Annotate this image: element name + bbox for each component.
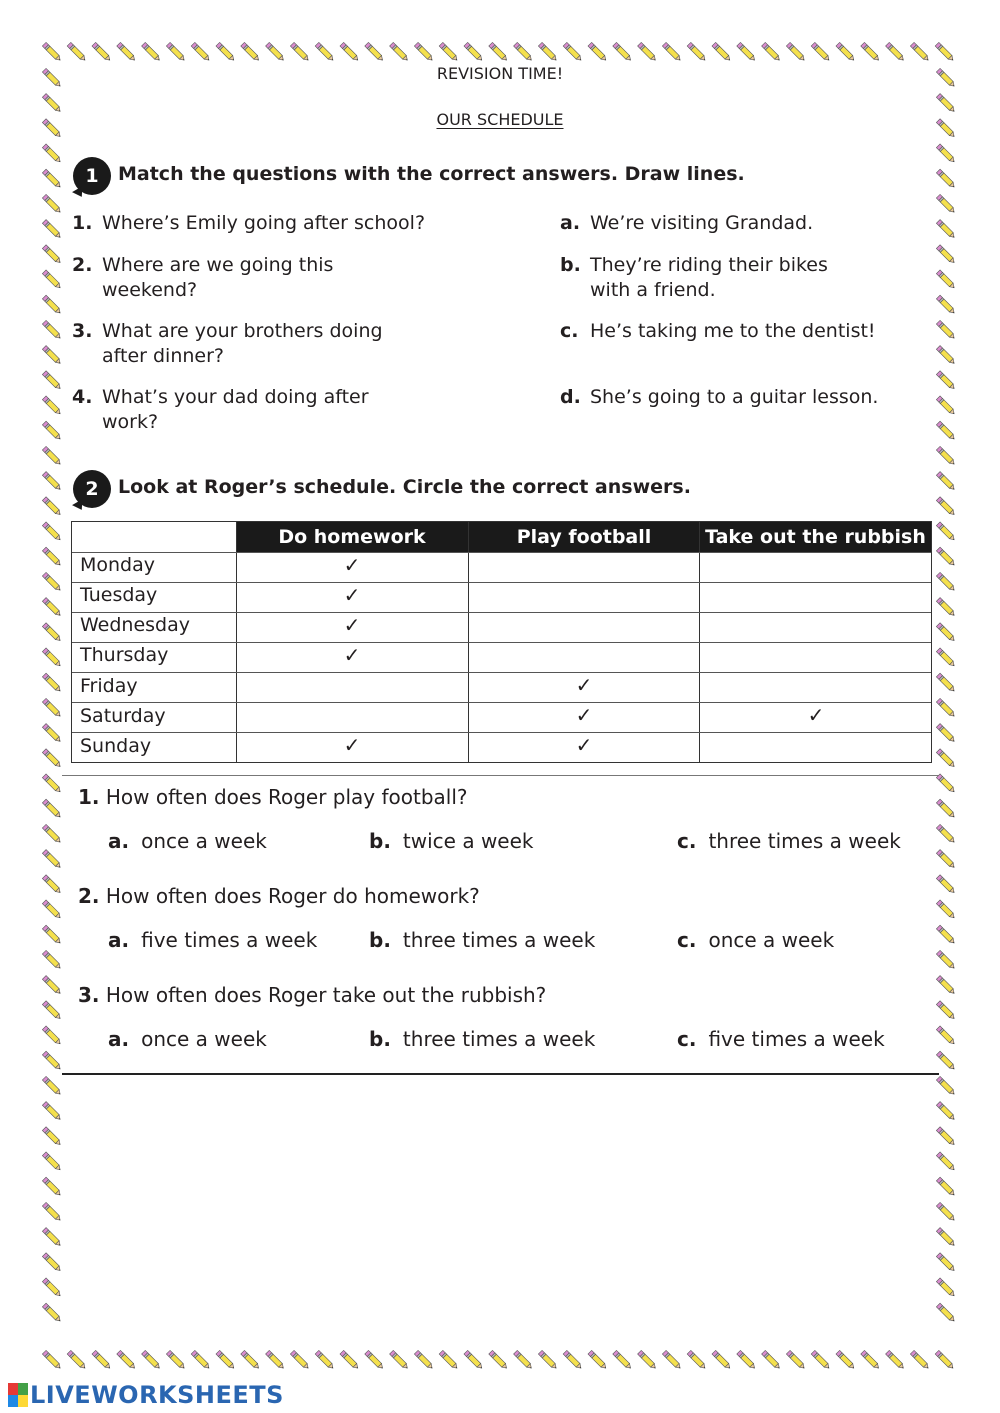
- ex2-question-number: 2.: [78, 884, 100, 908]
- row-divider: [72, 732, 931, 733]
- ex2-q1-option-c[interactable]: [677, 829, 901, 853]
- worksheet-title: REVISION TIME!: [436, 64, 564, 83]
- option-text: five times a week: [141, 928, 318, 952]
- ex2-question-text: How often does Roger take out the rubbish?: [105, 983, 547, 1007]
- ex2-question-number: 1.: [78, 785, 100, 809]
- ex2-question-1: [78, 785, 468, 809]
- bottom-rule: [62, 1073, 939, 1075]
- ex2-q3-option-a[interactable]: [108, 1027, 267, 1051]
- option-text: three times a week: [708, 829, 901, 853]
- ex2-question-number: 3.: [78, 983, 100, 1007]
- option-letter: a.: [108, 1027, 130, 1051]
- check-mark-icon: ✓: [343, 613, 361, 637]
- ex2-q1-option-b[interactable]: [369, 829, 534, 853]
- ex1-question-text: Where are we going this weekend?: [102, 254, 334, 301]
- option-letter: c.: [677, 928, 697, 952]
- check-mark-icon: ✓: [575, 703, 593, 727]
- column-header-rubbish: Take out the rubbish: [700, 522, 931, 552]
- option-letter: c.: [677, 829, 697, 853]
- day-label: Friday: [80, 675, 138, 697]
- ex2-question-text: How often does Roger do homework?: [105, 884, 480, 908]
- section-divider: [62, 775, 939, 776]
- logo-text: LIVEWORKSHEETS: [30, 1381, 284, 1409]
- day-label: Tuesday: [80, 584, 158, 606]
- ex1-question-text: Where’s Emily going after school?: [102, 212, 426, 234]
- ex2-q3-option-c[interactable]: [677, 1027, 885, 1051]
- exercise-1-instruction: Match the questions with the correct answers. Draw lines.: [118, 163, 745, 185]
- row-divider: [72, 612, 931, 613]
- ex2-q1-option-a[interactable]: [108, 829, 267, 853]
- option-text: five times a week: [708, 1027, 885, 1051]
- liveworksheets-logo[interactable]: [8, 1381, 284, 1409]
- ex2-question-3: [78, 983, 546, 1007]
- option-letter: c.: [677, 1027, 697, 1051]
- ex1-question-number: 1.: [72, 212, 93, 234]
- option-text: once a week: [141, 829, 267, 853]
- option-text: twice a week: [402, 829, 534, 853]
- ex1-question-number: 2.: [72, 254, 93, 276]
- check-mark-icon: ✓: [343, 733, 361, 757]
- day-label: Thursday: [80, 644, 169, 666]
- option-letter: b.: [369, 928, 391, 952]
- ex1-answer-text: We’re visiting Grandad.: [590, 212, 814, 234]
- ex1-question-text: What are your brothers doing after dinner?: [102, 320, 383, 367]
- option-letter: b.: [369, 1027, 391, 1051]
- ex1-question-number: 3.: [72, 320, 93, 342]
- ex1-answer-letter: b.: [560, 254, 581, 276]
- column-header-homework: Do homework: [236, 522, 468, 552]
- check-mark-icon: ✓: [575, 733, 593, 757]
- ex1-answer-text: She’s going to a guitar lesson.: [590, 386, 879, 408]
- option-text: once a week: [141, 1027, 267, 1051]
- day-label: Wednesday: [80, 614, 191, 636]
- row-divider: [72, 552, 931, 553]
- ex2-q2-option-a[interactable]: [108, 928, 317, 952]
- option-text: three times a week: [402, 1027, 596, 1051]
- exercise-1-number-badge: 1: [73, 157, 111, 195]
- row-divider: [72, 642, 931, 643]
- check-mark-icon: ✓: [807, 703, 825, 727]
- check-mark-icon: ✓: [343, 553, 361, 577]
- option-text: once a week: [708, 928, 835, 952]
- day-label: Saturday: [80, 705, 166, 727]
- ex1-answer-text: He’s taking me to the dentist!: [590, 320, 876, 342]
- exercise-2-number-badge: 2: [73, 470, 111, 508]
- option-text: three times a week: [402, 928, 596, 952]
- day-label: Monday: [80, 554, 156, 576]
- exercise-2-instruction: Look at Roger’s schedule. Circle the correct answers.: [118, 476, 691, 498]
- ex1-question-text: What’s your dad doing after work?: [102, 386, 369, 433]
- ex1-answer-letter: c.: [560, 320, 579, 342]
- ex2-question-2: [78, 884, 480, 908]
- option-letter: a.: [108, 928, 130, 952]
- worksheet-subtitle: OUR SCHEDULE: [436, 110, 564, 129]
- ex1-answer-letter: d.: [560, 386, 581, 408]
- option-letter: a.: [108, 829, 130, 853]
- ex2-q2-option-b[interactable]: [369, 928, 595, 952]
- row-divider: [72, 582, 931, 583]
- ex1-answer-letter: a.: [560, 212, 581, 234]
- schedule-table: [71, 521, 932, 763]
- ex2-q2-option-c[interactable]: [677, 928, 834, 952]
- row-divider: [72, 702, 931, 703]
- day-label: Sunday: [80, 735, 152, 757]
- option-letter: b.: [369, 829, 391, 853]
- ex1-answer-text: They’re riding their bikes with a friend.: [590, 254, 828, 301]
- check-mark-icon: ✓: [343, 643, 361, 667]
- check-mark-icon: ✓: [343, 583, 361, 607]
- ex2-question-text: How often does Roger play football?: [105, 785, 468, 809]
- column-header-football: Play football: [469, 522, 699, 552]
- ex2-q3-option-b[interactable]: [369, 1027, 595, 1051]
- check-mark-icon: ✓: [575, 673, 593, 697]
- liveworksheets-logo-icon: [8, 1383, 28, 1407]
- ex1-question-number: 4.: [72, 386, 93, 408]
- row-divider: [72, 672, 931, 673]
